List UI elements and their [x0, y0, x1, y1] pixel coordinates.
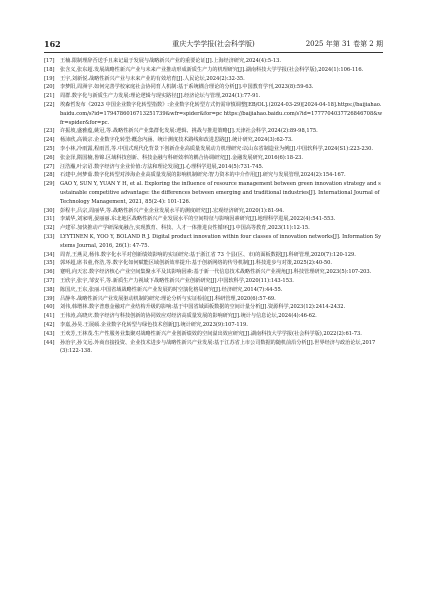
reference-item — [44, 163, 383, 172]
reference-number: [17] — [44, 58, 55, 64]
reference-number: [21] — [44, 93, 55, 100]
reference-number: [33] — [44, 233, 55, 240]
reference-item — [44, 303, 383, 312]
reference-text: 杨沛欣,高锁宗.企业数字化转型:概念内涵、统计测度技术路线和改进思路[J].统计研究,2024(3):62-73. — [60, 137, 293, 144]
reference-item — [44, 154, 383, 163]
reference-item — [44, 75, 383, 84]
reference-number: [24] — [44, 137, 55, 144]
reference-text: 埃森哲发布《2023 中国企业数字化转型指数》:企业数字化转型方式仍需审慎调整[EB/OL].(2024-03-29)[2024-04-18].https://baijiahao.baidu.com/s?id=1794786016713251739&wfr=spider&for=pc https://baijiahao.baidu.com/s?id=1777704037726846708&wfr=spider&for=pc. — [60, 101, 383, 126]
reference-item — [44, 215, 383, 224]
header-divider — [44, 52, 383, 53]
reference-item — [44, 101, 383, 127]
reference-number: [41] — [44, 313, 55, 320]
reference-number: [37] — [44, 277, 55, 284]
reference-text: 王楠.限制理辞否送手且来记最于发展与战略新兴产业的重要论证[J].上海经济研究,2024(4):5-13. — [60, 58, 282, 64]
reference-text: 蹇明,向天宏.数字经济核心产业空间集聚水平及其影响因素:基于新一代信息技术战略性新兴产业视角[J].科技管理研究,2023(5):107-203. — [60, 269, 372, 276]
reference-item — [44, 180, 383, 206]
reference-number: [29] — [44, 181, 55, 188]
reference-number: [30] — [44, 207, 55, 214]
reference-text: 卢建军.加快推动产学研深度融合,实现教育、科技、人才一体推进良性循环[J].中国高等教育,2023(11):12-15. — [60, 225, 310, 232]
running-header — [44, 38, 383, 50]
reference-text: 李小林,冷雨露,程雨晋,等.中国式现代化背景下创新企业高质量发展动力机理研究:以山东省制造业为例[J].中国软科学,2024(S1):223-230. — [60, 145, 373, 152]
reference-text: 陈国庆,王东,张丽.中国省域战略性新兴产业发展的时空演化格局研究[J].经济研究,2014(7):44-55. — [60, 286, 283, 293]
reference-text: 李嘉,孙昊.王展硕.企业数字化转型与绿色技术创新[J].统计研究,2023(9):107-119. — [60, 321, 248, 328]
reference-item — [44, 171, 383, 180]
reference-text: 许振坡,盛雅蕴,姚冠,等.战略性新兴产业集群化发展:逻辑、挑战与推进策略[J].天津社会科学,2024(2):89-98,175. — [60, 128, 318, 135]
reference-item — [44, 259, 383, 268]
reference-item — [44, 224, 383, 233]
reference-text: 李斌华,刘家明,晏丽丽.东北地区战略性新兴产业发展水平的空间特征与影响因素研究[J].地理科学进展,2022(4):541-553. — [60, 216, 336, 223]
reference-item — [44, 339, 383, 357]
reference-number: [38] — [44, 286, 55, 293]
reference-item — [44, 127, 383, 136]
reference-number: [20] — [44, 84, 55, 91]
reference-number: [19] — [44, 75, 55, 82]
reference-item — [44, 321, 383, 330]
reference-item — [44, 57, 383, 66]
reference-number: [35] — [44, 260, 55, 267]
reference-text: 彭程丰,吕宗,周丽华,等.战略性新兴产业企业发展水平的测度研究[J].宏观经济研究,2020(1):81-94. — [60, 207, 285, 214]
page-number: 162 — [44, 39, 61, 49]
reference-item — [44, 286, 383, 295]
reference-number: [26] — [44, 154, 55, 161]
reference-text: 王宇,刘新悦.战略性新兴产业与未来产业的有效培育[J].人民论坛,2024(2):32-35. — [60, 75, 245, 82]
reference-text: 刘伟,韩增林.数字普惠金融对产业结构升级的影响:基于中国省域面板数据的空间计量分析[J].资源科学,2023(12):2414-2432. — [60, 304, 346, 311]
reference-list — [44, 57, 383, 356]
reference-text: 张金泽,隋国楠,鲁锦.区域科技创新、科技金融与科研效率的耦合协调研究[J].金融发展研究,2016(6):18-23. — [60, 154, 303, 161]
reference-number: [22] — [44, 101, 55, 108]
reference-text: GAO Y, SUN Y, YUAN Y H, et al. Exploring the influence of resource management between green innovation strategy and sustainable competitive advantage: the differences between emerging and traditional industries[J]. International Journal of Technology Management, 2021, 85(2-4): 101-126. — [60, 181, 381, 205]
reference-number: [25] — [44, 145, 55, 152]
reference-number: [43] — [44, 330, 55, 337]
reference-item — [44, 66, 383, 75]
reference-item — [44, 145, 383, 154]
reference-text: 吕静冬.战略性新兴产业发展驱动机制的研究:理论分析与实证检验[J].科研管理,2020(6):57-69. — [60, 295, 276, 302]
reference-text: 郭环超,席书童,佟浩,等.数字化如何赋能区域创新效率提升:基于创新网络的传导机制[J].科技进步与对策,2025(2):40-50. — [60, 260, 333, 267]
reference-number: [27] — [44, 163, 55, 170]
reference-item — [44, 312, 383, 321]
reference-number: [40] — [44, 304, 55, 311]
reference-text: LYYTINEN K, YOO Y, BOLAND R J. Digital product innovation within four classes of innovation networks[J]. Information Systems Journal, 2016, 26(1): 47-75. — [60, 233, 382, 249]
reference-text: 周群.数字化与新质生产力发展:理论逻辑与现实路径[J].经济论坛与管理,2024(1):77-91. — [60, 93, 261, 100]
reference-number: [28] — [44, 172, 55, 179]
reference-number: [23] — [44, 128, 55, 135]
reference-item — [44, 251, 383, 260]
reference-text: 王伟涛,高晓庆.数字经济与科技创新的协同效应对经济高质量发展的影响研究[J].统计与信息论坛,2024(4):46-62. — [60, 313, 317, 320]
reference-text: 汪浩瀚,叶宗诏.数字经济与企业价值:方法和理论发展[J].心理科学进展,2014(5):731-745. — [60, 163, 264, 170]
reference-number: [42] — [44, 321, 55, 328]
reference-item — [44, 207, 383, 216]
reference-text: 李梦阳,周洲宇.如何完善学校家庭社会协同育人机制:基于系统耦合理论的分析[J].中国教育学刊,2023(8):59-63. — [60, 84, 314, 91]
reference-number: [31] — [44, 216, 55, 223]
reference-item — [44, 83, 383, 92]
reference-number: [32] — [44, 225, 55, 232]
reference-number: [39] — [44, 295, 55, 302]
reference-number: [36] — [44, 269, 55, 276]
reference-number: [44] — [44, 339, 55, 346]
reference-item — [44, 136, 383, 145]
reference-text: 周青,王燕灵,杨伟.数字化水平对创新绩效影响的实证研究:基于浙江省 73 个县(区、市)的面板数据[J].科研管理,2020(7):120-129. — [60, 251, 356, 258]
reference-item — [44, 330, 383, 339]
reference-text: 王欣宇,张宇,邹安平,等.新质生产力视域下战略性新兴产业创新研究[J].中国软科学,2020(11):143-153. — [60, 277, 294, 284]
reference-text: 王欢芳,王林茂.生产性服务业集聚对战略性新兴产业创新绩效的空间溢出效应研究[J].湖南科技大学学报(社会科学版),2022(2):61-73. — [60, 330, 362, 337]
reference-item — [44, 233, 383, 251]
issue-info: 2025 年第 31 卷第 2 期 — [305, 40, 383, 48]
reference-text: 孙治宇,孙文远.外商直接投资、企业技术进步与战略性新兴产业发展:基于江苏省上市公司数据的随机前沿分析[J].世界经济与政治论坛,2017(3):122-138. — [60, 339, 376, 355]
reference-number: [18] — [44, 66, 55, 73]
reference-item — [44, 295, 383, 304]
reference-item — [44, 268, 383, 277]
reference-item — [44, 277, 383, 286]
reference-number: [34] — [44, 251, 55, 258]
reference-text: 张含义,张东超.发展战略性新兴产业与未来产业推动形成新质生产力的机理研究[J].湖南科技大学学报(社会科学版),2024(1):106-116. — [60, 66, 364, 73]
reference-item — [44, 92, 383, 101]
reference-text: 石建中,何梦茹.数字化转型对涉海企业高质量发展的影响机制研究:智力资本的中介作用[J].研究与发展管理,2024(2):154-167. — [60, 172, 346, 179]
journal-title: 重庆大学学报(社会科学版) — [172, 40, 255, 48]
